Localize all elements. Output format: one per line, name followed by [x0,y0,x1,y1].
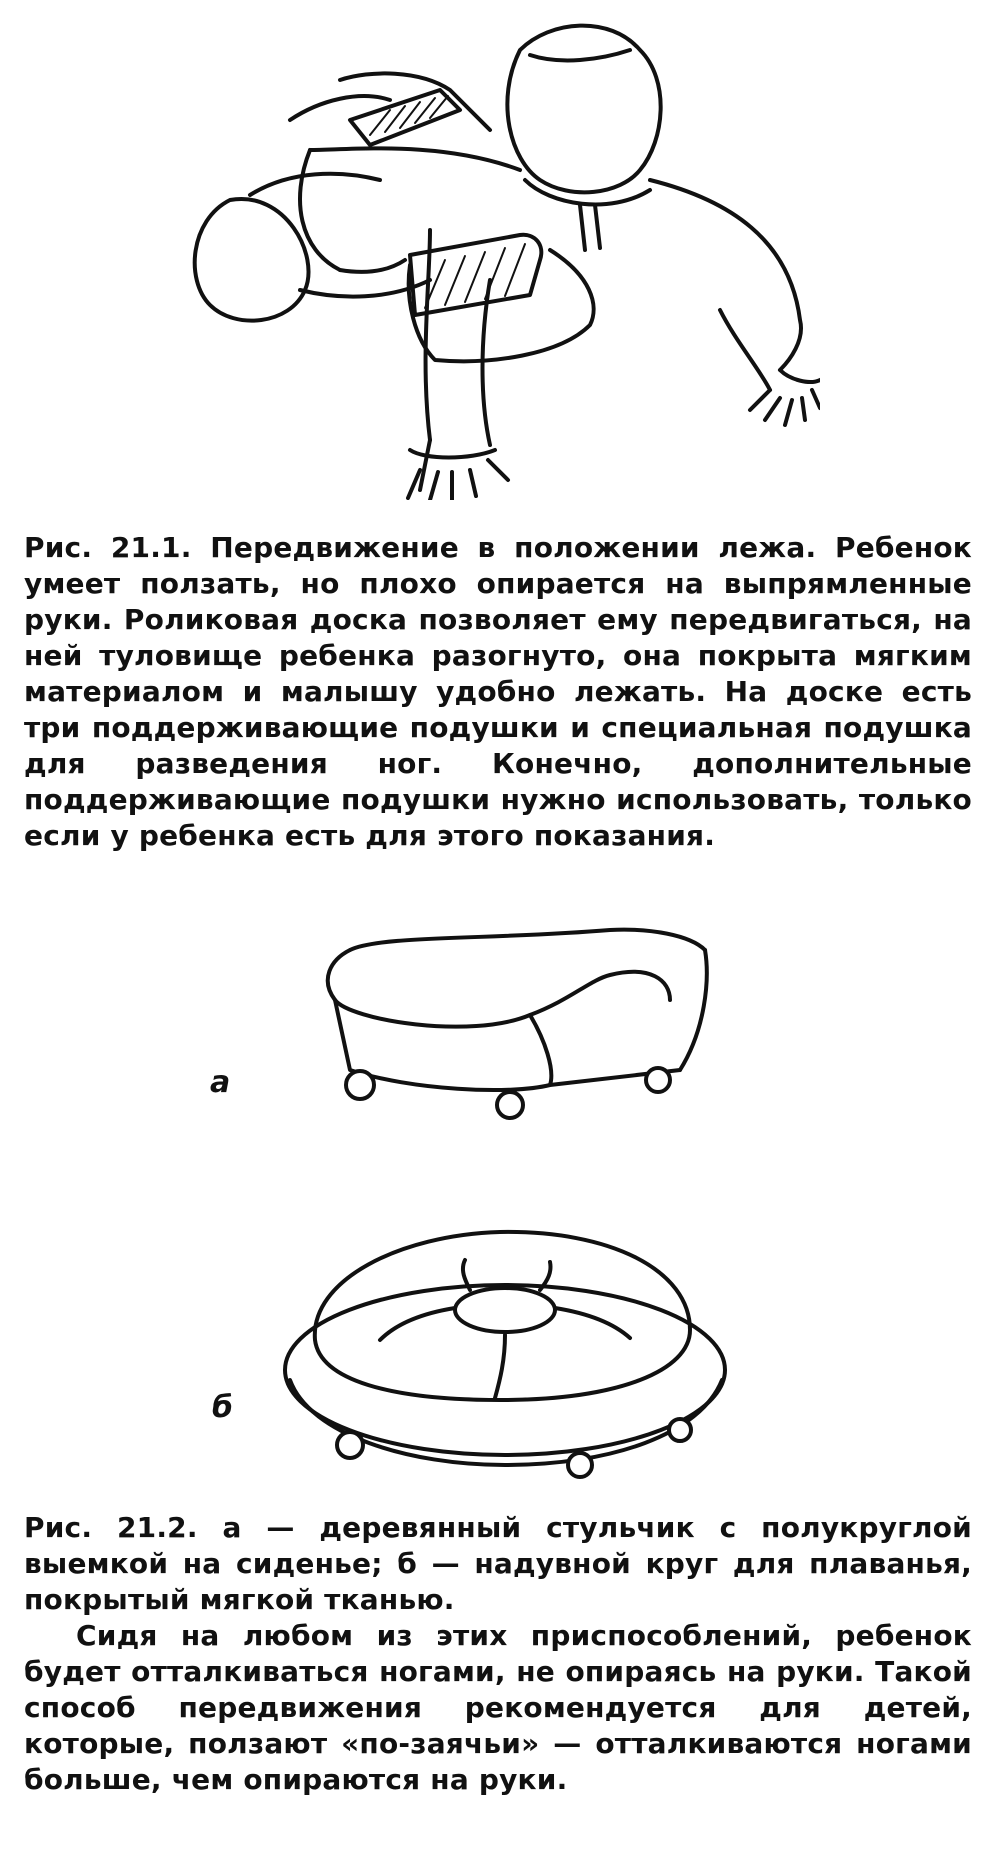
figure-21-2b-label: б [212,1390,233,1425]
body-paragraph: Сидя на любом из этих приспособлений, ребенок будет отталкиваться ногами, не опираясь на руки. Такой способ передвижения рекомендуется для детей, которые, ползают «по-заячьи» — отталкиваются ногами больше, чем опираются на руки. [24,1619,972,1796]
figure-21-2b-illustration [280,1220,730,1480]
figure-21-2a-label: а [210,1065,231,1100]
figure-21-2a-illustration [310,920,710,1120]
figure-21-1-caption [24,530,972,854]
figure-21-2-text: а — деревянный стульчик с полукруглой выемкой на сиденье; б — надувной круг для плаванья, покрытый мягкой тканью. [24,1511,972,1616]
figure-21-1-text: Передвижение в положении лежа. Ребенок умеет ползать, но плохо опирается на выпрямленные руки. Роликовая доска позволяет ему передвигаться, на ней туловище ребенка разогнуто, она покрыта мягким материалом и малышу удобно лежать. На доске есть три поддерживающие подушки и специальная подушка для разведения ног. Конечно, дополнительные поддерживающие подушки нужно использовать, только если у ребенка есть для этого показания. [24,531,973,852]
figure-21-1-illustration [190,20,820,500]
figure-21-2-label: Рис. 21.2. [24,1511,198,1544]
figure-21-2-caption [24,1510,972,1798]
figure-21-1-label: Рис. 21.1. [24,531,192,564]
